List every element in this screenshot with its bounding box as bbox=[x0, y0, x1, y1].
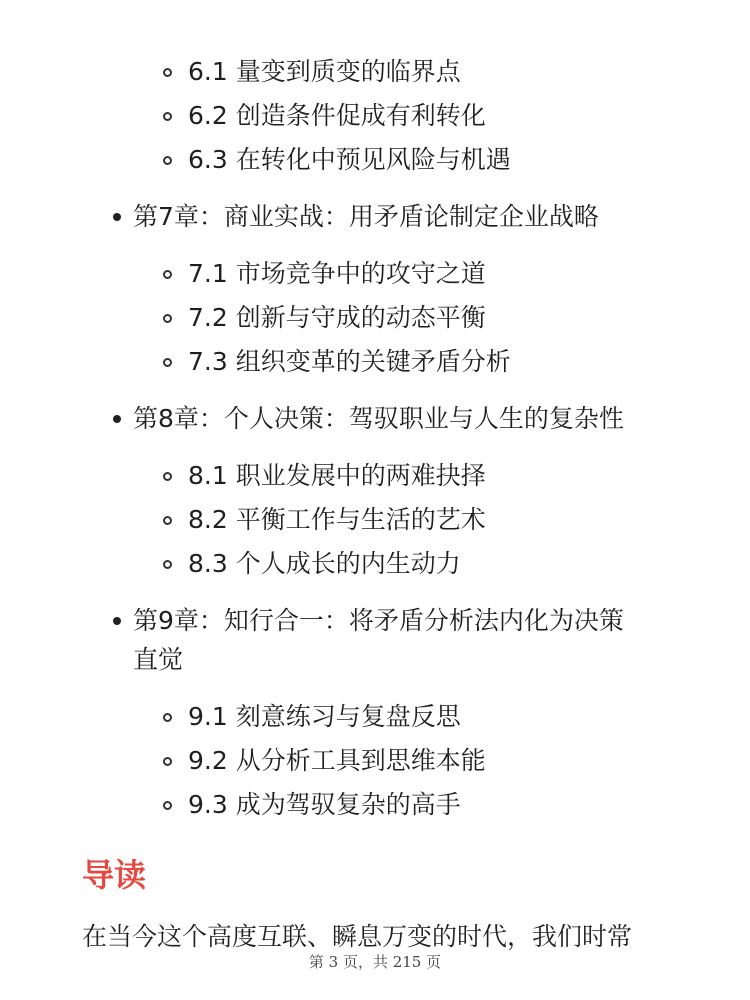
sub-bullet-icon bbox=[163, 713, 172, 722]
sub-bullet-icon bbox=[163, 801, 172, 810]
sub-bullet-icon bbox=[163, 270, 172, 279]
toc-subsection-8-3[interactable]: 8.3 个人成长的内生动力 bbox=[188, 549, 461, 578]
sub-bullet-icon bbox=[163, 68, 172, 77]
toc-subsection-6-3[interactable]: 6.3 在转化中预见风险与机遇 bbox=[188, 145, 511, 174]
chapter-bullet-icon bbox=[113, 213, 121, 221]
sub-bullet-icon bbox=[163, 358, 172, 367]
chapter-bullet-icon bbox=[113, 617, 121, 625]
sub-bullet-icon bbox=[163, 156, 172, 165]
toc-subsection-9-2[interactable]: 9.2 从分析工具到思维本能 bbox=[188, 746, 486, 775]
page-indicator: 第 3 页，共 215 页 bbox=[308, 953, 442, 971]
intro-paragraph: 在当今这个高度互联、瞬息万变的时代，我们时常 bbox=[82, 922, 633, 951]
sub-bullet-icon bbox=[163, 757, 172, 766]
toc-subsection-9-1[interactable]: 9.1 刻意练习与复盘反思 bbox=[188, 702, 461, 731]
toc-subsection-9-3[interactable]: 9.3 成为驾驭复杂的高手 bbox=[188, 790, 461, 819]
toc-subsection-7-1[interactable]: 7.1 市场竞争中的攻守之道 bbox=[188, 259, 486, 288]
sub-bullet-icon bbox=[163, 472, 172, 481]
toc-chapter-9-continued[interactable]: 直觉 bbox=[133, 645, 184, 674]
sub-bullet-icon bbox=[163, 560, 172, 569]
chapter-bullet-icon bbox=[113, 415, 121, 423]
intro-heading: 导读 bbox=[82, 856, 147, 894]
toc-chapter-7[interactable]: 第7章：商业实战：用矛盾论制定企业战略 bbox=[133, 202, 599, 231]
sub-bullet-icon bbox=[163, 112, 172, 121]
toc-chapter-8[interactable]: 第8章：个人决策：驾驭职业与人生的复杂性 bbox=[133, 404, 624, 433]
sub-bullet-icon bbox=[163, 314, 172, 323]
toc-chapter-9[interactable]: 第9章：知行合一：将矛盾分析法内化为决策 bbox=[133, 606, 624, 635]
toc-subsection-7-3[interactable]: 7.3 组织变革的关键矛盾分析 bbox=[188, 347, 511, 376]
toc-subsection-8-1[interactable]: 8.1 职业发展中的两难抉择 bbox=[188, 461, 486, 490]
toc-subsection-6-1[interactable]: 6.1 量变到质变的临界点 bbox=[188, 57, 461, 86]
toc-subsection-7-2[interactable]: 7.2 创新与守成的动态平衡 bbox=[188, 303, 486, 332]
toc-subsection-8-2[interactable]: 8.2 平衡工作与生活的艺术 bbox=[188, 505, 486, 534]
toc-subsection-6-2[interactable]: 6.2 创造条件促成有利转化 bbox=[188, 101, 486, 130]
sub-bullet-icon bbox=[163, 516, 172, 525]
